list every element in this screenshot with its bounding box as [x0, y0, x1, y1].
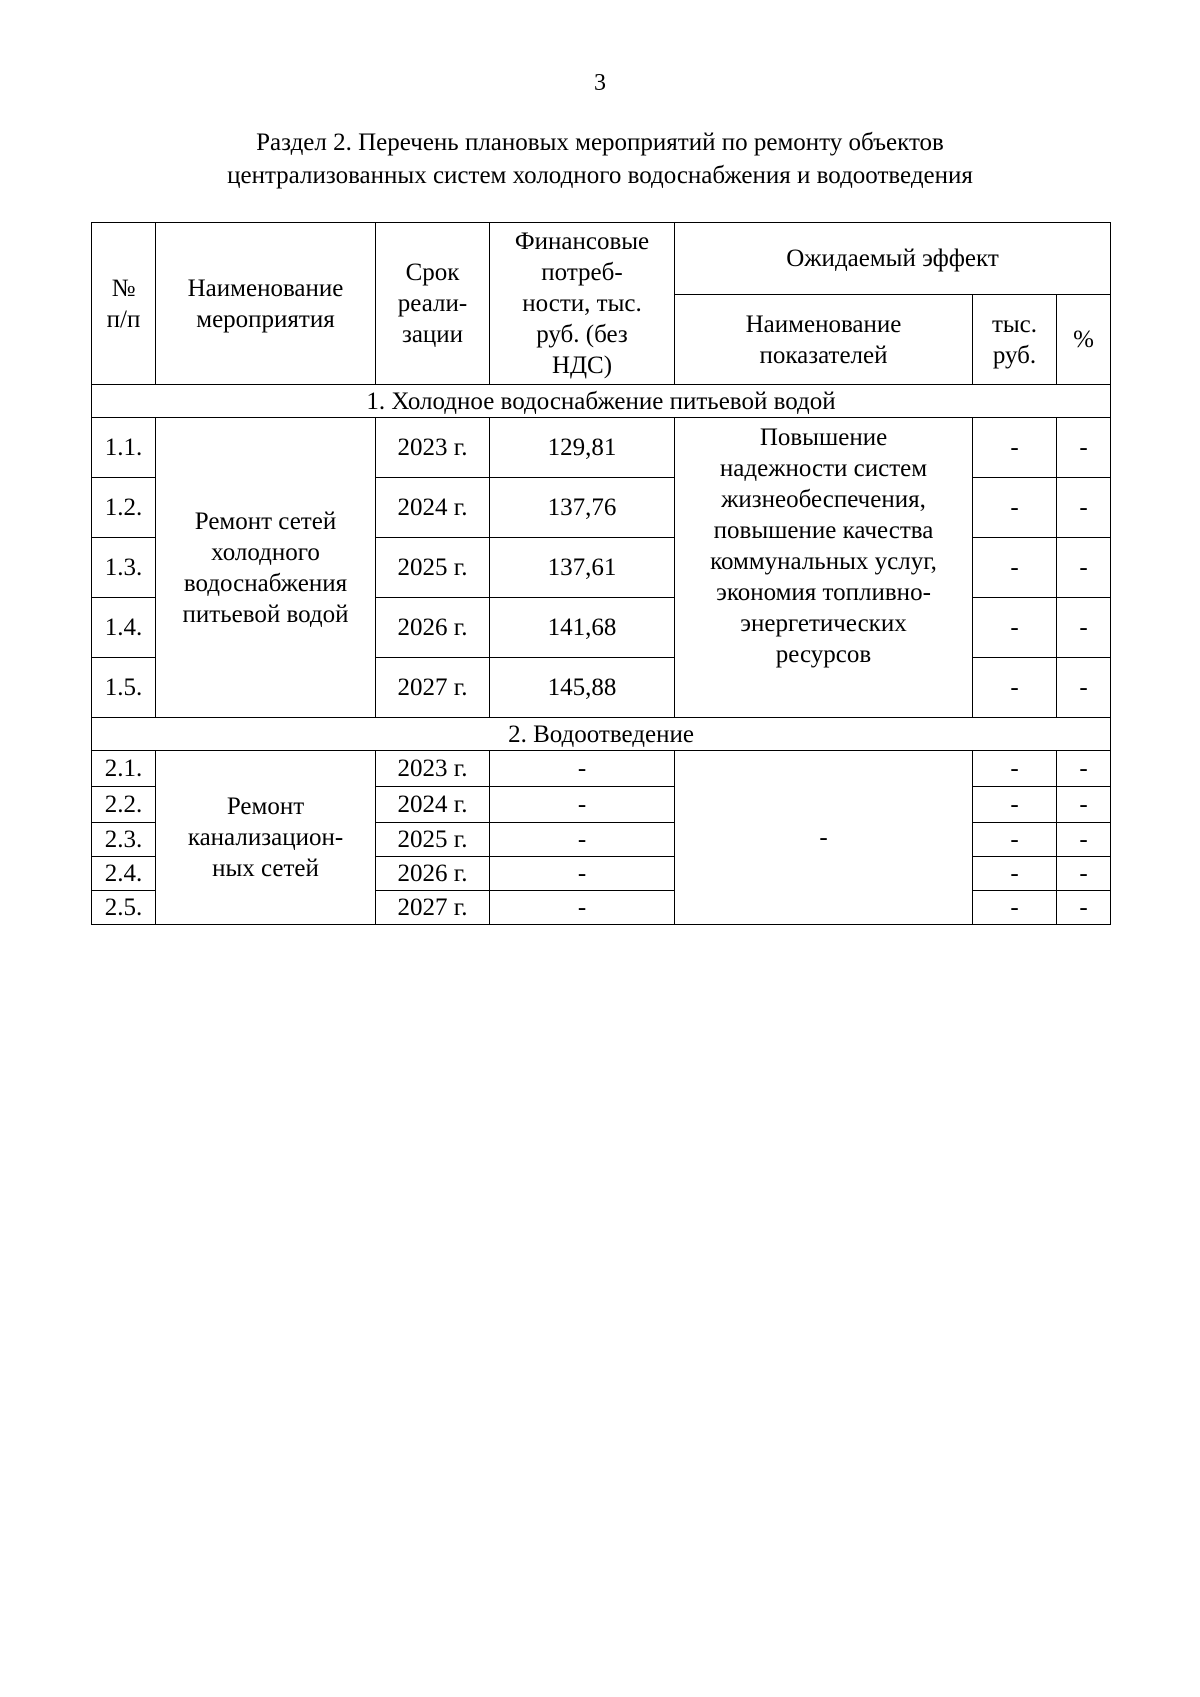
table-row	[92, 751, 1111, 787]
header-indicator-name: Наименование показателей	[675, 295, 973, 385]
row-finance: 129,81	[490, 418, 675, 478]
row-effect-rub: -	[973, 658, 1057, 718]
row-finance: 141,68	[490, 598, 675, 658]
row-effect-percent: -	[1057, 598, 1111, 658]
row-finance: -	[490, 857, 675, 891]
section-heading: 2. Водоотведение	[92, 718, 1111, 751]
row-finance: -	[490, 751, 675, 787]
table-row	[92, 418, 1111, 478]
indicator-name: Повышение надежности систем жизнеобеспечения, повышение качества коммунальных услуг, экономия топливно- энергетических ресурсов	[675, 418, 973, 718]
header-term: Срок реали- зации	[376, 223, 490, 385]
header-measure-name: Наименование мероприятия	[156, 223, 376, 385]
row-effect-percent: -	[1057, 891, 1111, 925]
row-effect-rub: -	[973, 598, 1057, 658]
indicator-name: -	[675, 751, 973, 925]
row-number: 1.5.	[92, 658, 156, 718]
title-line: централизованных систем холодного водоснабжения и водоотведения	[227, 162, 973, 189]
row-effect-percent: -	[1057, 478, 1111, 538]
section-title	[0, 126, 1200, 192]
row-year: 2027 г.	[376, 658, 490, 718]
row-effect-percent: -	[1057, 823, 1111, 857]
header-finance: Финансовые потреб- ности, тыс. руб. (без НДС)	[490, 223, 675, 385]
row-effect-percent: -	[1057, 751, 1111, 787]
measure-name: Ремонт канализацион- ных сетей	[156, 751, 376, 925]
measure-name: Ремонт сетей холодного водоснабжения питьевой водой	[156, 418, 376, 718]
row-effect-rub: -	[973, 823, 1057, 857]
row-effect-rub: -	[973, 538, 1057, 598]
row-effect-rub: -	[973, 418, 1057, 478]
row-finance: -	[490, 823, 675, 857]
row-year: 2027 г.	[376, 891, 490, 925]
row-effect-percent: -	[1057, 418, 1111, 478]
row-number: 2.4.	[92, 857, 156, 891]
row-finance: 137,61	[490, 538, 675, 598]
row-year: 2024 г.	[376, 787, 490, 823]
row-effect-rub: -	[973, 751, 1057, 787]
row-year: 2026 г.	[376, 598, 490, 658]
row-year: 2024 г.	[376, 478, 490, 538]
row-year: 2025 г.	[376, 823, 490, 857]
row-effect-percent: -	[1057, 787, 1111, 823]
row-year: 2026 г.	[376, 857, 490, 891]
row-number: 1.4.	[92, 598, 156, 658]
row-finance: 145,88	[490, 658, 675, 718]
row-effect-rub: -	[973, 857, 1057, 891]
row-finance: -	[490, 891, 675, 925]
row-year: 2023 г.	[376, 751, 490, 787]
row-effect-percent: -	[1057, 538, 1111, 598]
row-effect-rub: -	[973, 891, 1057, 925]
row-number: 2.3.	[92, 823, 156, 857]
row-year: 2023 г.	[376, 418, 490, 478]
row-effect-percent: -	[1057, 658, 1111, 718]
row-finance: -	[490, 787, 675, 823]
row-number: 1.3.	[92, 538, 156, 598]
row-number: 2.2.	[92, 787, 156, 823]
row-number: 2.1.	[92, 751, 156, 787]
measures-table	[91, 222, 1111, 925]
row-year: 2025 г.	[376, 538, 490, 598]
title-line: Раздел 2. Перечень плановых мероприятий по ремонту объектов	[256, 129, 944, 156]
section-heading: 1. Холодное водоснабжение питьевой водой	[92, 385, 1111, 418]
row-finance: 137,76	[490, 478, 675, 538]
row-effect-rub: -	[973, 787, 1057, 823]
header-expected-effect: Ожидаемый эффект	[675, 223, 1111, 295]
row-effect-rub: -	[973, 478, 1057, 538]
row-number: 1.2.	[92, 478, 156, 538]
header-thousand-rub: тыс. руб.	[973, 295, 1057, 385]
row-number: 2.5.	[92, 891, 156, 925]
row-number: 1.1.	[92, 418, 156, 478]
row-effect-percent: -	[1057, 857, 1111, 891]
header-num: № п/п	[92, 223, 156, 385]
page-number: 3	[594, 70, 606, 96]
header-percent: %	[1057, 295, 1111, 385]
